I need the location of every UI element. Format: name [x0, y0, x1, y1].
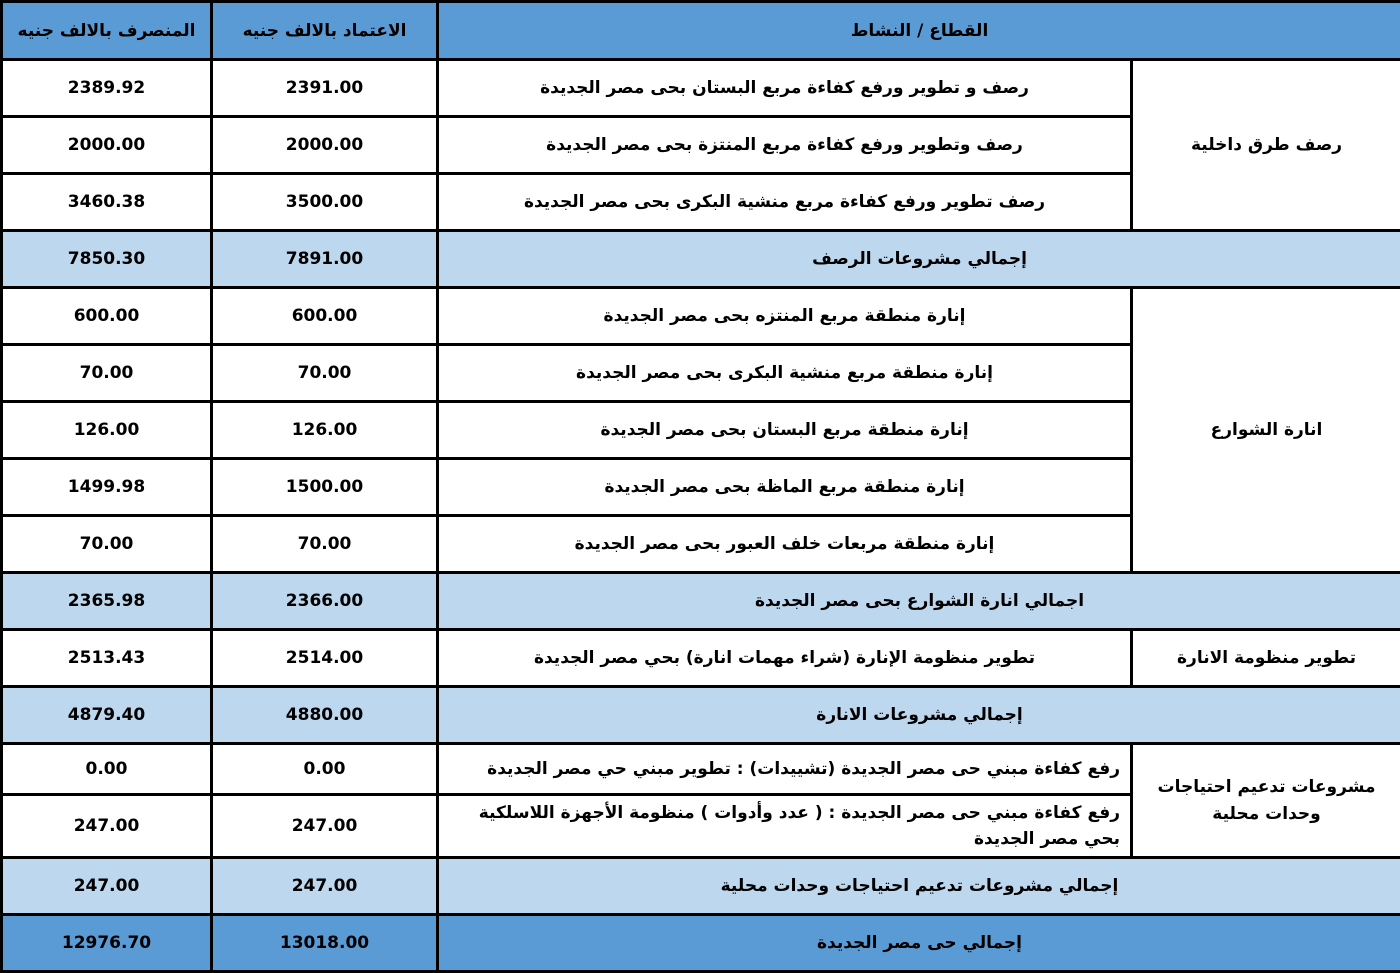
activity-cell: إنارة منطقة مربع البستان بحى مصر الجديدة	[438, 402, 1132, 459]
sector-cell-lighting-system: تطوير منظومة الانارة	[1132, 630, 1400, 687]
approved-cell: 600.00	[212, 288, 438, 345]
grand-total-label: إجمالي حى مصر الجديدة	[438, 915, 1400, 972]
header-approved: الاعتماد بالالف جنيه	[212, 2, 438, 60]
spent-cell: 600.00	[2, 288, 212, 345]
approved-cell: 2000.00	[212, 117, 438, 174]
spent-cell: 12976.70	[2, 915, 212, 972]
spent-cell: 70.00	[2, 345, 212, 402]
approved-cell: 0.00	[212, 744, 438, 795]
subtotal-row-lighting	[2, 573, 1400, 630]
spent-cell: 3460.38	[2, 174, 212, 231]
spent-cell: 2365.98	[2, 573, 212, 630]
sector-cell-local-units: مشروعات تدعيم احتياجات وحدات محلية	[1132, 744, 1400, 858]
subtotal-row-local-units	[2, 858, 1400, 915]
approved-cell: 1500.00	[212, 459, 438, 516]
table-row	[2, 744, 1400, 795]
spent-cell: 4879.40	[2, 687, 212, 744]
subtotal-label: إجمالي مشروعات تدعيم احتياجات وحدات محلية	[438, 858, 1400, 915]
approved-cell: 247.00	[212, 858, 438, 915]
approved-cell: 4880.00	[212, 687, 438, 744]
approved-cell: 126.00	[212, 402, 438, 459]
grand-total-row	[2, 915, 1400, 972]
activity-cell: إنارة منطقة مربع منشية البكرى بحى مصر الجديدة	[438, 345, 1132, 402]
subtotal-label: إجمالي مشروعات الانارة	[438, 687, 1400, 744]
approved-cell: 70.00	[212, 345, 438, 402]
activity-cell: رفع كفاءة مبني حى مصر الجديدة (تشييدات) : تطوير مبني حي مصر الجديدة	[438, 744, 1132, 795]
spent-cell: 247.00	[2, 858, 212, 915]
activity-cell: رفع كفاءة مبني حى مصر الجديدة : ( عدد وأدوات ) منظومة الأجهزة اللاسلكية بحي مصر الجديدة	[438, 795, 1132, 858]
activity-cell: رصف وتطوير ورفع كفاءة مربع المنتزة بحى مصر الجديدة	[438, 117, 1132, 174]
approved-cell: 2514.00	[212, 630, 438, 687]
spent-cell: 2000.00	[2, 117, 212, 174]
activity-cell: رصف تطوير ورفع كفاءة مربع منشية البكرى بحى مصر الجديدة	[438, 174, 1132, 231]
approved-cell: 2366.00	[212, 573, 438, 630]
approved-cell: 13018.00	[212, 915, 438, 972]
activity-cell: إنارة منطقة مربع المنتزه بحى مصر الجديدة	[438, 288, 1132, 345]
approved-cell: 2391.00	[212, 60, 438, 117]
activity-cell: إنارة منطقة مربعات خلف العبور بحى مصر الجديدة	[438, 516, 1132, 573]
subtotal-row-paving	[2, 231, 1400, 288]
table-row	[2, 60, 1400, 117]
spent-cell: 2513.43	[2, 630, 212, 687]
table-row	[2, 288, 1400, 345]
approved-cell: 3500.00	[212, 174, 438, 231]
activity-cell: رصف و تطوير ورفع كفاءة مربع البستان بحى مصر الجديدة	[438, 60, 1132, 117]
spent-cell: 7850.30	[2, 231, 212, 288]
header-row	[2, 2, 1400, 60]
approved-cell: 70.00	[212, 516, 438, 573]
activity-cell: إنارة منطقة مربع الماظة بحى مصر الجديدة	[438, 459, 1132, 516]
header-spent: المنصرف بالالف جنيه	[2, 2, 212, 60]
table-row	[2, 630, 1400, 687]
subtotal-label: إجمالي مشروعات الرصف	[438, 231, 1400, 288]
subtotal-row-lighting-projects	[2, 687, 1400, 744]
spent-cell: 247.00	[2, 795, 212, 858]
header-sector: القطاع / النشاط	[438, 2, 1400, 60]
approved-cell: 247.00	[212, 795, 438, 858]
spent-cell: 2389.92	[2, 60, 212, 117]
approved-cell: 7891.00	[212, 231, 438, 288]
spent-cell: 126.00	[2, 402, 212, 459]
activity-cell: تطوير منظومة الإنارة (شراء مهمات انارة) بحي مصر الجديدة	[438, 630, 1132, 687]
spent-cell: 1499.98	[2, 459, 212, 516]
sector-cell-paving: رصف طرق داخلية	[1132, 60, 1400, 231]
sector-cell-lighting: انارة الشوارع	[1132, 288, 1400, 573]
subtotal-label: اجمالي انارة الشوارع بحى مصر الجديدة	[438, 573, 1400, 630]
spent-cell: 70.00	[2, 516, 212, 573]
spent-cell: 0.00	[2, 744, 212, 795]
